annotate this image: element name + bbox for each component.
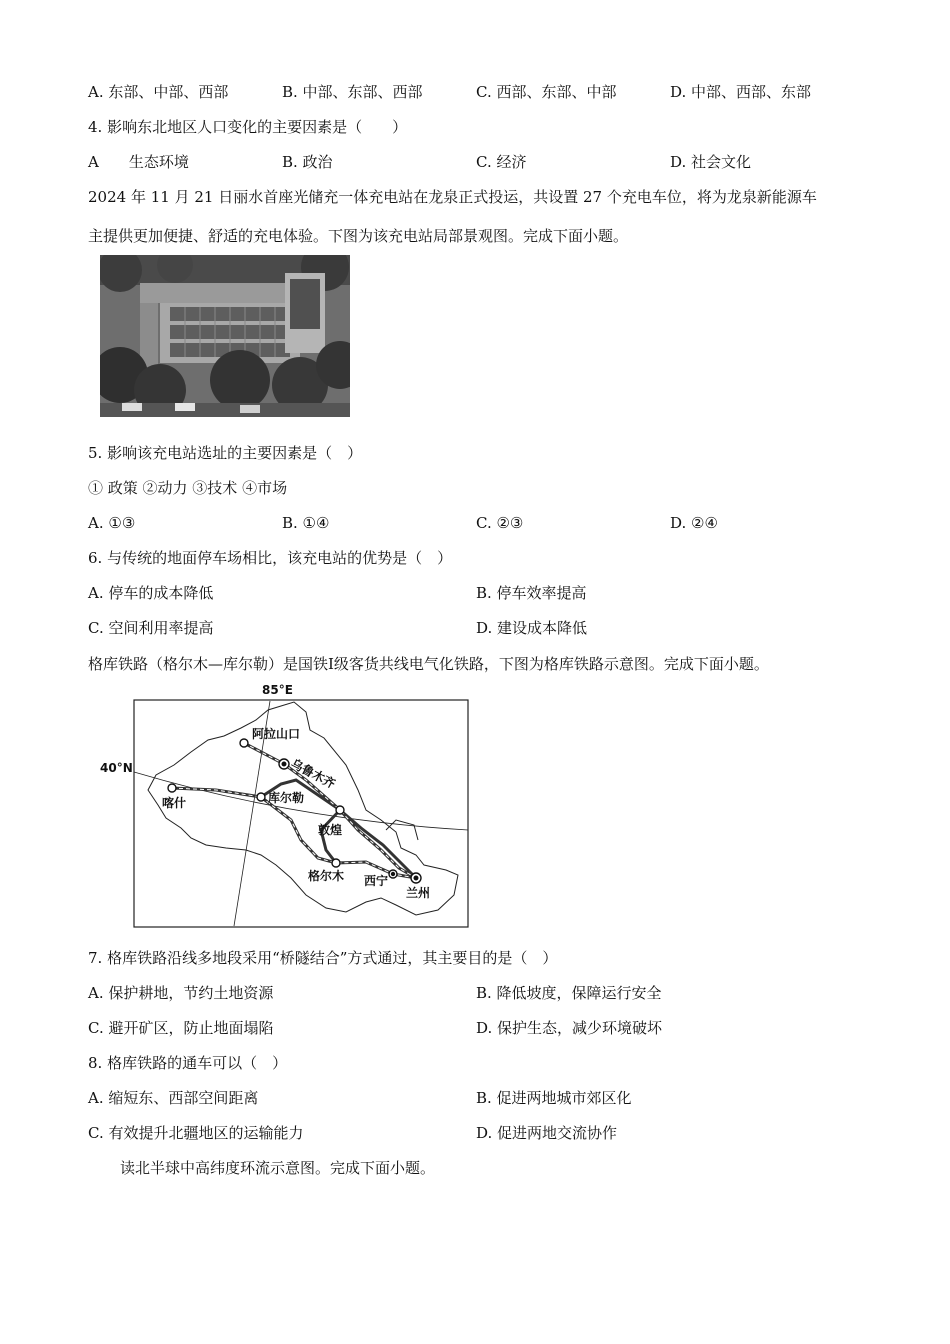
- city-label-kashgar: 喀什: [162, 796, 187, 810]
- q5-option-a: A. ①③: [88, 514, 136, 532]
- city-label-golmud: 格尔木: [308, 869, 345, 883]
- q4-option-c: C. 经济: [476, 153, 527, 171]
- q3-option-a: A. 东部、中部、西部: [88, 83, 229, 101]
- q5-choices: ① 政策 ②动力 ③技术 ④市场: [88, 479, 288, 497]
- q6-option-c: C. 空间利用率提高: [88, 619, 214, 637]
- city-label-alashankou: 阿拉山口: [252, 727, 301, 741]
- q8-option-d: D. 促进两地交流协作: [476, 1124, 618, 1142]
- q8-option-a: A. 缩短东、西部空间距离: [88, 1089, 259, 1107]
- charging-station-photo: [100, 255, 350, 417]
- q5-stem: 5. 影响该充电站选址的主要因素是（ ）: [88, 444, 363, 462]
- q4-option-a: A 生态环境: [88, 153, 189, 171]
- q3-option-b: B. 中部、东部、西部: [282, 83, 423, 101]
- q4-stem: 4. 影响东北地区人口变化的主要因素是（ ）: [88, 118, 408, 136]
- q5-option-b: B. ①④: [282, 514, 330, 532]
- q7-option-b: B. 降低坡度，保障运行安全: [476, 984, 662, 1002]
- city-dunhuang-marker: [336, 806, 344, 814]
- q6-option-d: D. 建设成本降低: [476, 619, 588, 637]
- q6-stem: 6. 与传统的地面停车场相比，该充电站的优势是（ ）: [88, 549, 453, 567]
- city-label-xining: 西宁: [364, 874, 389, 888]
- q7-stem: 7. 格库铁路沿线多地段采用“桥隧结合”方式通过，其主要目的是（ ）: [88, 949, 558, 967]
- q8-stem: 8. 格库铁路的通车可以（ ）: [88, 1054, 288, 1072]
- intro-railway: 格库铁路（格尔木—库尔勒）是国铁Ⅰ级客货共线电气化铁路，下图为格库铁路示意图。完成下面小题。: [88, 655, 769, 673]
- parallel-label: 40°N: [100, 761, 133, 775]
- q6-option-a: A. 停车的成本降低: [88, 584, 214, 602]
- q8-option-b: B. 促进两地城市郊区化: [476, 1089, 632, 1107]
- city-label-urumqi: 乌鲁木齐: [288, 756, 338, 792]
- q3-option-c: C. 西部、东部、中部: [476, 83, 617, 101]
- q7-option-d: D. 保护生态，减少环境破坏: [476, 1019, 663, 1037]
- railway-map: [96, 680, 476, 930]
- city-alashankou-marker: [240, 739, 248, 747]
- city-kashgar-marker: [168, 784, 176, 792]
- q8-option-c: C. 有效提升北疆地区的运输能力: [88, 1124, 304, 1142]
- q4-option-d: D. 社会文化: [670, 153, 752, 171]
- city-label-dunhuang: 敦煌: [318, 823, 343, 837]
- q4-option-b: B. 政治: [282, 153, 333, 171]
- city-label-korla: 库尔勒: [268, 791, 305, 805]
- q7-option-a: A. 保护耕地，节约土地资源: [88, 984, 274, 1002]
- q3-option-d: D. 中部、西部、东部: [670, 83, 812, 101]
- city-korla-marker: [257, 793, 265, 801]
- intro-circulation: 读北半球中高纬度环流示意图。完成下面小题。: [120, 1159, 436, 1177]
- q7-option-c: C. 避开矿区，防止地面塌陷: [88, 1019, 274, 1037]
- city-golmud-marker: [332, 859, 340, 867]
- q5-option-c: C. ②③: [476, 514, 524, 532]
- city-label-lanzhou: 兰州: [406, 886, 431, 900]
- q6-option-b: B. 停车效率提高: [476, 584, 587, 602]
- intro-charging-line1: 2024 年 11 月 21 日丽水首座光储充一体充电站在龙泉正式投运，共设置 27 个充电车位，将为龙泉新能源车: [88, 188, 817, 206]
- meridian-label: 85°E: [262, 683, 293, 697]
- q5-option-d: D. ②④: [670, 514, 718, 532]
- intro-charging-line2: 主提供更加便捷、舒适的充电体验。下图为该充电站局部景观图。完成下面小题。: [88, 227, 629, 245]
